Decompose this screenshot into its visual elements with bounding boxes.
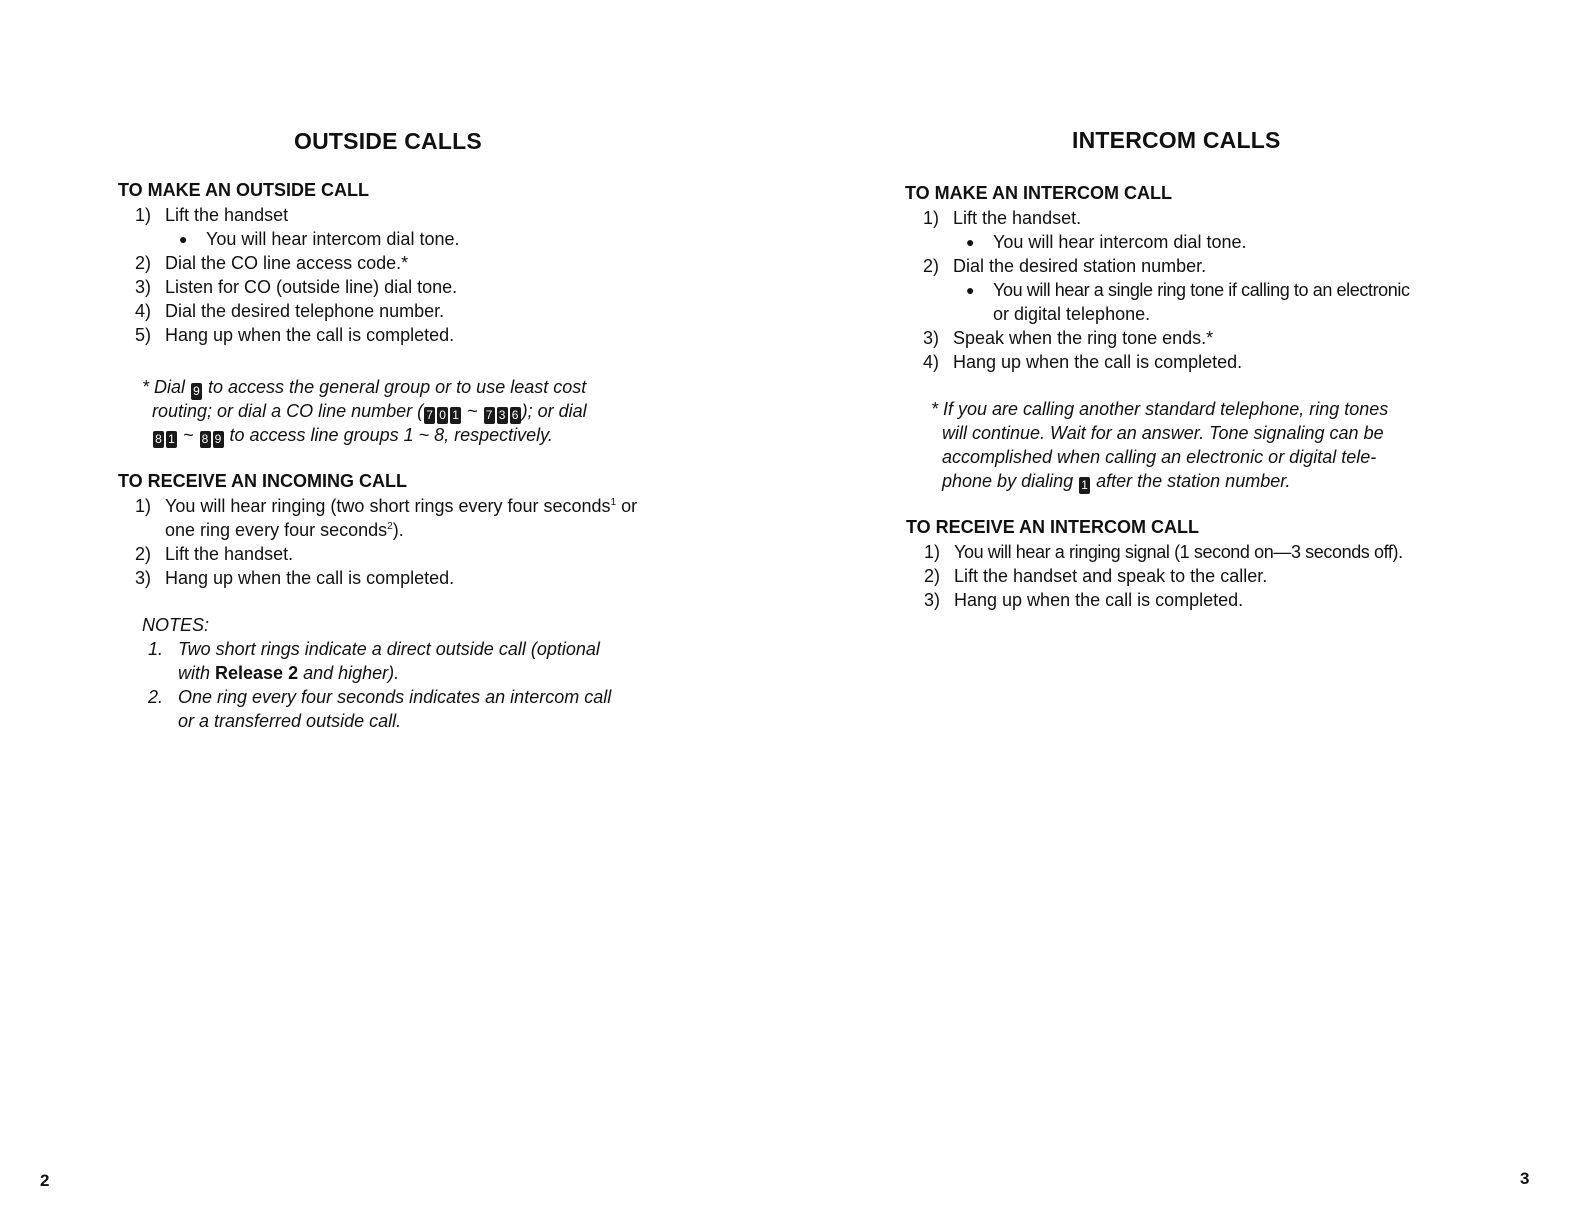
page-title: INTERCOM CALLS [1072,127,1281,153]
dial-key-0: 0 [437,407,448,424]
dial-key-1: 1 [450,407,461,424]
make-intercom-call-heading: TO MAKE AN INTERCOM CALL [905,183,1172,203]
dial-key-1: 1 [166,431,177,448]
incoming-step-1-cont: one ring every four seconds$^2$). [165,520,404,540]
dial-key-7: 7 [484,407,495,424]
dial-key-9: 9 [213,431,224,448]
page-number: 2 [40,1171,50,1190]
dial-key-6: 6 [510,407,521,424]
outside-footnote-line2: routing; or dial a CO line number ( 7 0 1 ~ 7 3 6 ); or dial [152,401,587,422]
outside-footnote-line1: * Dial 9 to access the general group or to use least cost [142,377,587,398]
dial-key-8: 8 [153,431,164,448]
intercom-footnote-line4: phone by dialing 1 after the station number. [942,471,1291,492]
dial-key-8: 8 [200,431,211,448]
dial-key-7: 7 [424,407,435,424]
left-page: OUTSIDE CALLS TO MAKE AN OUTSIDE CALL 1) Lift the handset ● You will hear intercom dial tone. 2) Dial the CO line access code.* 3) Listen for CO (outside line) dial tone. 4) Dial the desired telephone number. 5) Hang up when the call is completed. * Dial 9 to access the general group or to use least cost routing; or dial a CO line number ( 7 0 1 ~ 7 3 6 ); or dial 8 1 ~ 8 9 to access line groups 1 ~ 8, respectively. TO RECEIVE AN INCOMING CALL 1) You will hear ringing (two short rings every four seconds$^1$ or one ring every four seconds$^2$). 2) Lift the handset. 3) Hang up when the call is completed. NOTES: 1. Two short rings indicate a direct outside call (optional with Release 2 and higher). 2. One ring every four seconds indicates an intercom call or a transferred outside call. 2 [0,0,792,1212]
make-outside-call-heading: TO MAKE AN OUTSIDE CALL [118,180,369,200]
receive-incoming-call-heading: TO RECEIVE AN INCOMING CALL [118,471,408,491]
outside-footnote-line3: 8 1 ~ 8 9 to access line groups 1 ~ 8, respectively. [152,423,553,448]
bullet-icon: ● [966,234,975,250]
note-1: 1. Two short rings indicate a direct outside call (optional with Release 2 and higher). [148,639,600,683]
intercom-footnote-line1: * If you are calling another standard telephone, ring tones [931,399,1389,419]
receive-intercom-call-heading: TO RECEIVE AN INTERCOM CALL [906,517,1200,537]
page-number: 3 [1520,1169,1530,1188]
dial-key-9: 9 [191,383,202,400]
dial-key-3: 3 [497,407,508,424]
intercom-footnote-line2: will continue. Wait for an answer. Tone signaling can be [942,423,1384,443]
bullet-icon: ● [966,282,975,298]
dial-key-1: 1 [1079,477,1090,494]
bullet-icon: ● [179,231,188,247]
intercom-footnote-line3: accomplished when calling an electronic or digital tele- [942,447,1377,467]
notes-heading: NOTES: [142,615,210,635]
note-2: 2. One ring every four seconds indicates an intercom call or a transferred outside call. [148,687,612,731]
right-page: INTERCOM CALLS TO MAKE AN INTERCOM CALL 1) Lift the handset. ● You will hear intercom dial tone. 2) Dial the desired station number. ● You will hear a single ring tone if calling to an electronic or digital telephone. 3) Speak when the ring tone ends.* 4) Hang up when the call is completed. * If you are calling another standard telephone, ring tones will continue. Wait for an answer. Tone signaling can be accomplished when calling an electronic or digital tele- phone by dialing 1 after the station number. TO RECEIVE AN INTERCOM CALL 1) You will hear a ringing signal (1 second on—3 seconds off). 2) Lift the handset and speak to the caller. 3) Hang up when the call is completed. 3 [905,127,1530,1188]
page-title: OUTSIDE CALLS [294,128,482,154]
